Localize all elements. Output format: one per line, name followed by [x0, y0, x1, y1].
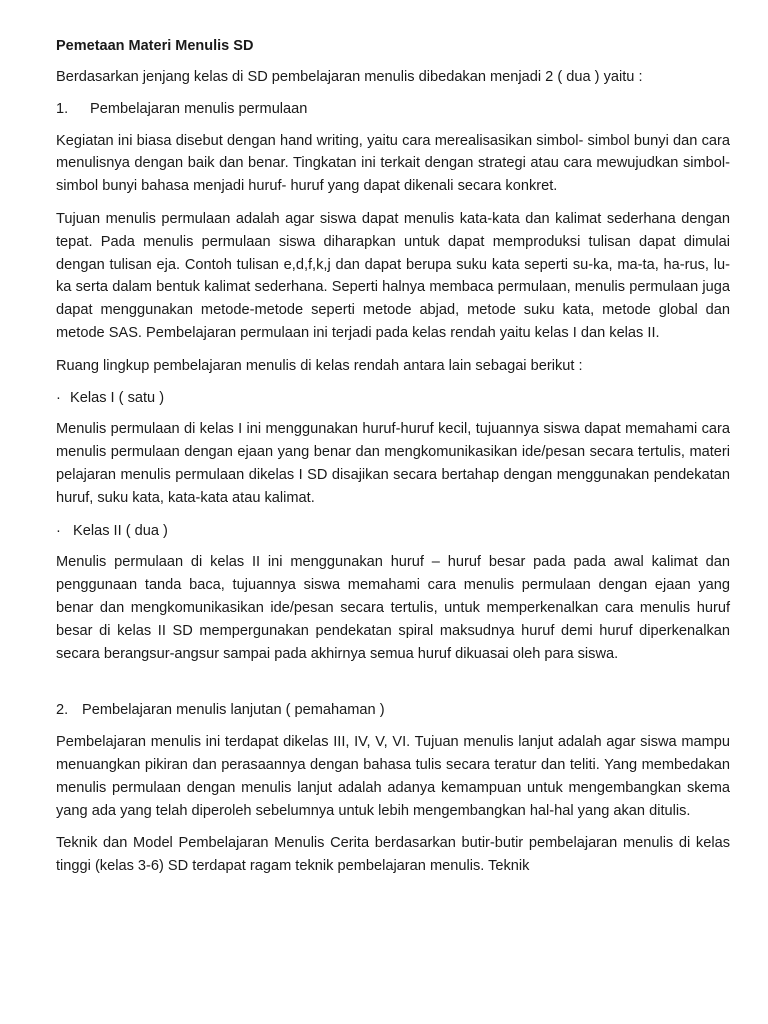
section1-number: 1. [56, 100, 69, 117]
section1-heading [56, 98, 730, 121]
section1-paragraph-1: Kegiatan ini biasa disebut dengan hand writing, yaitu cara merealisasikan simbol- simbol bunyi dan cara menulisnya dengan baik dan benar. Tingkatan ini terkait dengan strategi atau cara mewujudkan simbol-simbol bunyi bahasa menjadi huruf- huruf yang dapat dikenali secara konkret. [56, 132, 730, 195]
bullet-dot-icon: · [56, 522, 61, 539]
section2-number: 2. [56, 702, 69, 719]
intro-text: Berdasarkan jenjang kelas di SD pembelajaran menulis dibedakan menjadi 2 ( dua ) yaitu : [56, 69, 643, 85]
section1-paragraph-2: Tujuan menulis permulaan adalah agar siswa dapat menulis kata-kata dan kalimat sederhana dengan tepat. Pada menulis permulaan siswa diharapkan untuk dapat memproduksi tulisan dapat dimulai dengan tulisan eja. Contoh tulisan e,d,f,k,j dan dapat berupa suku kata seperti su-ka, ma-ta, ha-rus, lu-ka serta dalam bentuk kalimat sederhana. Seperti halnya membaca permulaan, menulis permulaan juga dapat menggunakan metode-metode seperti metode abjad, metode suku kata, metode global dan metode SAS. Pembelajaran permulaan ini terjadi pada kelas rendah yaitu kelas I dan kelas II. [56, 210, 730, 341]
document-page [56, 36, 730, 888]
section1-heading-text: Pembelajaran menulis permulaan [90, 100, 308, 117]
bullet-dot-icon: · [56, 389, 61, 406]
section-spacer [56, 675, 730, 699]
kelas2-label: Kelas II ( dua ) [73, 522, 168, 539]
kelas2-bullet [56, 520, 730, 543]
section2-paragraph-2: Teknik dan Model Pembelajaran Menulis Cerita berdasarkan butir-butir pembelajaran menulis di kelas tinggi (kelas 3-6) SD terdapat ragam teknik pembelajaran menulis. Teknik [56, 835, 730, 875]
kelas2-paragraph: Menulis permulaan di kelas II ini menggunakan huruf – huruf besar pada pada awal kalimat dan penggunaan tanda baca, tujuannya siswa memahami cara menulis permulaan dengan ejaan yang benar dan mengkomunikasikan ide/pesan secara tertulis, untuk memperkenalkan cara menulis huruf besar di kelas II SD mempergunakan pendekatan spiral maksudnya huruf demi huruf diperkenalkan secara berangsur-angsur sampai pada akhirnya semua huruf dikuasai oleh para siswa. [56, 554, 730, 662]
kelas1-paragraph: Menulis permulaan di kelas I ini menggunakan huruf-huruf kecil, tujuannya siswa dapat memahami cara menulis permulaan dengan ejaan yang benar dan mengkomunikasikan ide/pesan secara tertulis, materi pelajaran menulis permulaan dikelas I SD disajikan secara bertahap dengan menggunakan pendekatan huruf, suku kata, kata-kata atau kalimat. [56, 421, 730, 506]
kelas1-bullet [56, 387, 730, 410]
section2-paragraph-1: Pembelajaran menulis ini terdapat dikelas III, IV, V, VI. Tujuan menulis lanjut adalah agar siswa mampu menuangkan pikiran dan perasaannya dengan bahasa tulis secara teratur dan teliti. Yang membedakan menulis permulaan dengan menulis lanjut adalah adanya kemampuan untuk mengembangkan skema yang ada yang telah diperoleh sebelumnya untuk lebih mengembangkan hal-hal yang akan ditulis. [56, 734, 730, 819]
section2-heading [56, 699, 730, 722]
scope-text: Ruang lingkup pembelajaran menulis di kelas rendah antara lain sebagai berikut : [56, 357, 583, 374]
kelas1-label: Kelas I ( satu ) [70, 389, 165, 406]
document-title: Pemetaan Materi Menulis SD [56, 38, 254, 54]
section2-heading-text: Pembelajaran menulis lanjutan ( pemahaman ) [82, 702, 385, 719]
